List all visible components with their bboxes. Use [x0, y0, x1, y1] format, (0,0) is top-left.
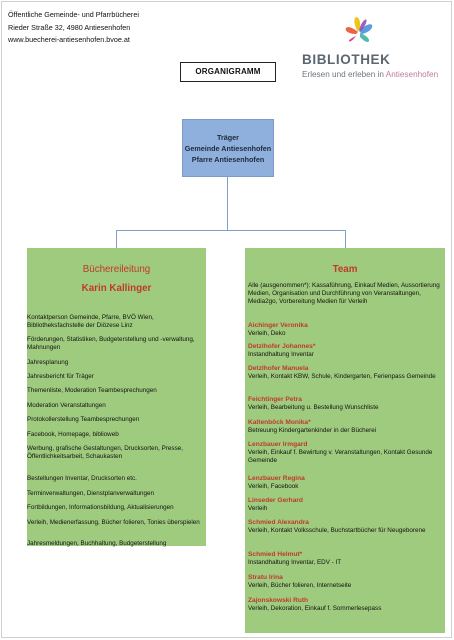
team-member [248, 550, 444, 567]
team-member-name: Stratu Irina [248, 574, 283, 581]
connector-horizontal [116, 230, 346, 231]
team-member [248, 596, 444, 613]
connector-vertical-top [227, 177, 228, 230]
leitung-task: Jahresbericht für Träger [27, 373, 94, 380]
leitung-name: Karin Kallinger [81, 283, 152, 294]
team-member-name: Zajonskowski Ruth [248, 597, 309, 604]
team-member-name: Schmied Helmut* [248, 551, 303, 558]
library-website: www.buecherei-antiesenhofen.bvoe.at [8, 35, 130, 44]
library-logo [300, 12, 450, 79]
leitung-title: Büchereileitung [82, 264, 151, 275]
team-member-role: Instandhaltung Inventar [248, 351, 314, 358]
team-member [248, 395, 444, 412]
team-member-name: Linseder Gerhard [248, 497, 303, 504]
leitung-task: Fortbildungen, Informationsbildung, Aktualisierungen [27, 504, 174, 511]
team-member-role: Verleih, Deko [248, 330, 286, 337]
team-member [248, 474, 444, 491]
team-title: Team [332, 264, 358, 275]
leitung-task: Terminverwaltungen, Dienstplanverwaltungen [27, 490, 155, 497]
library-address-block [8, 9, 139, 47]
team-intro: Alle (ausgenommen*): Kassaführung, Einkauf Medien, Aussortierung Medien, Organisation und Durchführung von Veranstaltungen, Media2go, Vorbereitung Medien für Verleih [248, 282, 440, 306]
team-member [248, 321, 444, 338]
logo-tagline-prefix: Erlesen und erleben in [302, 70, 386, 79]
team-member-name: Schmied Alexandra [248, 519, 309, 526]
leitung-task: Moderation Veranstaltungen [27, 402, 106, 409]
page-title: ORGANIGRAMM [180, 62, 276, 82]
leitung-task: Förderungen, Statistiken, Budgeterstellung und -verwaltung, Mahnungen [27, 336, 195, 352]
leitung-task: Werbung, grafische Gestaltungen, Drucksorten, Presse, Öffentlichkeitsarbeit, Schaukasten [27, 445, 183, 461]
team-member-role: Verleih, Kontakt KBW, Schule, Kindergarten, Ferienpass Gemeinde [248, 373, 436, 380]
team-member [248, 496, 444, 513]
team-member-name: Lenzbauer Irmgard [248, 441, 308, 448]
team-member-role: Verleih, Dekoration, Einkauf f. Sommerlesepass [248, 605, 382, 612]
team-box [245, 248, 445, 633]
logo-tagline-place: Antiesenhofen [385, 70, 439, 79]
team-member-name: Kaltenböck Monika* [248, 419, 311, 426]
buechereileitung-box [27, 248, 206, 546]
library-name: Öffentliche Gemeinde- und Pfarrbücherei [8, 10, 139, 19]
team-member-name: Detzlhofer Manuela [248, 365, 309, 372]
leitung-task: Themenliste, Moderation Teambesprechungen [27, 387, 157, 394]
team-member-name: Aichinger Veronika [248, 322, 308, 329]
team-member-role: Verleih, Facebook [248, 483, 299, 490]
traeger-box [182, 119, 274, 177]
connector-right-drop [345, 230, 346, 248]
butterfly-logo-icon [338, 12, 378, 50]
leitung-task: Protokollerstellung Teambesprechungen [27, 416, 140, 423]
team-member [248, 518, 444, 535]
leitung-task: Jahresmeldungen, Buchhaltung, Budgeterstellung [27, 540, 167, 547]
team-member-name: Lenzbauer Regina [248, 475, 305, 482]
team-member-role: Verleih, Kontakt Volksschule, Buchstartbücher für Neugeborene [248, 527, 426, 534]
logo-tagline [302, 70, 438, 79]
team-member [248, 342, 444, 359]
leitung-task: Kontaktperson Gemeinde, Pfarre, BVÖ Wien, Bibliotheksfachstelle der Diözese Linz [27, 314, 154, 330]
logo-wordmark: BIBLIOTHEK [302, 52, 391, 67]
logo-petal-teal [360, 33, 369, 42]
team-member-role: Betreuung Kindergartenkinder in der Bücherei [248, 427, 377, 434]
traeger-parish: Pfarre Antiesenhofen [191, 154, 265, 164]
team-member-name: Detzlhofer Johannes* [248, 343, 316, 350]
team-member [248, 573, 444, 590]
team-member-name: Feichtinger Petra [248, 396, 302, 403]
team-member-role: Verleih, Bearbeitung u. Bestellung Wunschliste [248, 404, 379, 411]
team-member [248, 418, 444, 435]
leitung-task: Verleih, Medienerfassung, Bücher folieren, Tonies überspielen [27, 519, 200, 526]
team-member-role: Instandhaltung Inventar, EDV - IT [248, 559, 342, 566]
team-member-role: Verleih, Einkauf f. Bewirtung v. Veranstaltungen, Kontakt Gesunde Gemeinde [248, 449, 433, 465]
traeger-municipality: Gemeinde Antiesenhofen [184, 143, 272, 153]
leitung-task: Bestellungen Inventar, Drucksorten etc. [27, 475, 137, 482]
team-member-role: Verleih [248, 505, 268, 512]
library-street: Rieder Straße 32, 4980 Antiesenhofen [8, 22, 131, 32]
team-member-role: Verleih, Bücher folieren, Internetseite [248, 582, 352, 589]
connector-left-drop [116, 230, 117, 248]
team-member [248, 440, 444, 465]
leitung-task: Facebook, Homepage, biblioweb [27, 431, 119, 438]
leitung-task: Jahresplanung [27, 359, 69, 366]
traeger-label: Träger [217, 132, 239, 142]
team-member [248, 364, 444, 381]
